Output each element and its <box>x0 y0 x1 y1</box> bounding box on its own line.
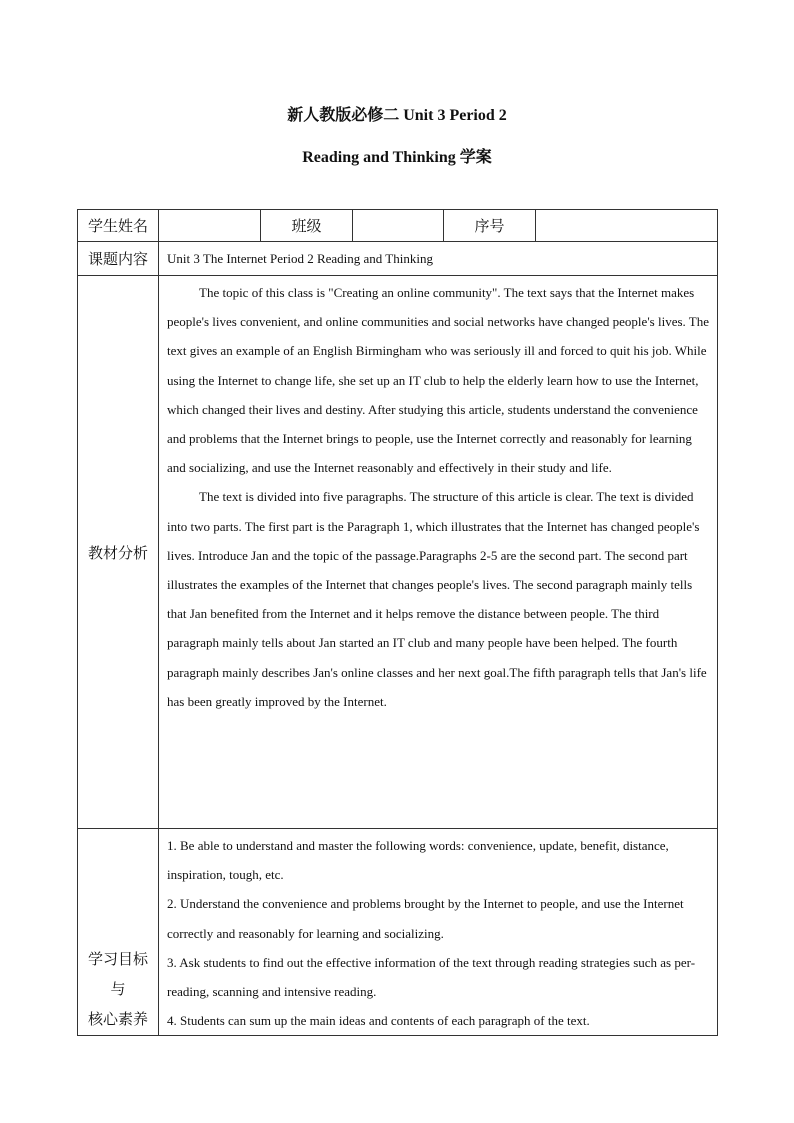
objectives-label-line-3: 核心素养 <box>87 1010 148 1029</box>
topic-value: Unit 3 The Internet Period 2 Reading and Thinking <box>159 242 718 276</box>
topic-label: 课题内容 <box>78 242 159 276</box>
objectives-row <box>78 829 718 1036</box>
document-title: 新人教版必修二 Unit 3 Period 2 <box>287 107 507 124</box>
class-field[interactable] <box>353 210 444 242</box>
analysis-paragraph-1: The topic of this class is "Creating an online community". The text says that the Internet makes people's lives convenient, and online communities and social networks have changed people's lives. The text gives an example of an English Birmingham who was seriously ill and forced to quit his job. While using the Internet to change life, she set up an IT club to help the elderly learn how to use the Internet, which changed their lives and destiny. After studying this article, students understand the convenience and problems that the Internet brings to people, use the Internet correctly and reasonably for learning and socializing, and use the Internet reasonably and effectively in their study and life. <box>167 285 709 476</box>
document-subtitle: Reading and Thinking 学案 <box>302 149 492 166</box>
student-info-row <box>78 210 718 242</box>
objectives-label-line-1: 学习目标 <box>87 950 148 969</box>
objectives-label-line-2: 与 <box>110 980 126 999</box>
topic-row <box>78 242 718 276</box>
objective-item-4: 4. Students can sum up the main ideas and contents of each paragraph of the text. <box>167 1013 590 1029</box>
student-name-field[interactable] <box>159 210 261 242</box>
student-name-label: 学生姓名 <box>78 210 159 242</box>
objectives-label <box>78 829 159 1036</box>
lesson-plan-table <box>77 209 718 1036</box>
analysis-label: 教材分析 <box>78 276 159 829</box>
objective-item-2: 2. Understand the convenience and problems brought by the Internet to people, and use the Internet correctly and reasonably for learning and socializing. <box>167 896 684 941</box>
objective-item-1: 1. Be able to understand and master the following words: convenience, update, benefit, distance, inspiration, tough, etc. <box>167 838 669 883</box>
seat-number-label: 序号 <box>444 210 536 242</box>
analysis-paragraph-2: The text is divided into five paragraphs. The structure of this article is clear. The text is divided into two parts. The first part is the Paragraph 1, which illustrates that the Internet has changed people's lives. Introduce Jan and the topic of the passage.Paragraphs 2-5 are the second part. The second part illustrates the examples of the Internet that changes people's lives. The second paragraph mainly tells that Jan benefited from the Internet and it helps remove the distance between people. The third paragraph mainly tells about Jan started an IT club and many people have been helped. The fourth paragraph mainly describes Jan's online classes and her next goal.The fifth paragraph tells that Jan's life has been greatly improved by the Internet. <box>167 489 707 709</box>
objective-item-3: 3. Ask students to find out the effective information of the text through reading strategies such as per-reading, scanning and intensive reading. <box>167 954 696 1000</box>
objectives-content <box>159 829 718 1036</box>
analysis-row <box>78 276 718 829</box>
analysis-content <box>159 276 718 829</box>
seat-number-field[interactable] <box>536 210 718 242</box>
class-label: 班级 <box>261 210 353 242</box>
